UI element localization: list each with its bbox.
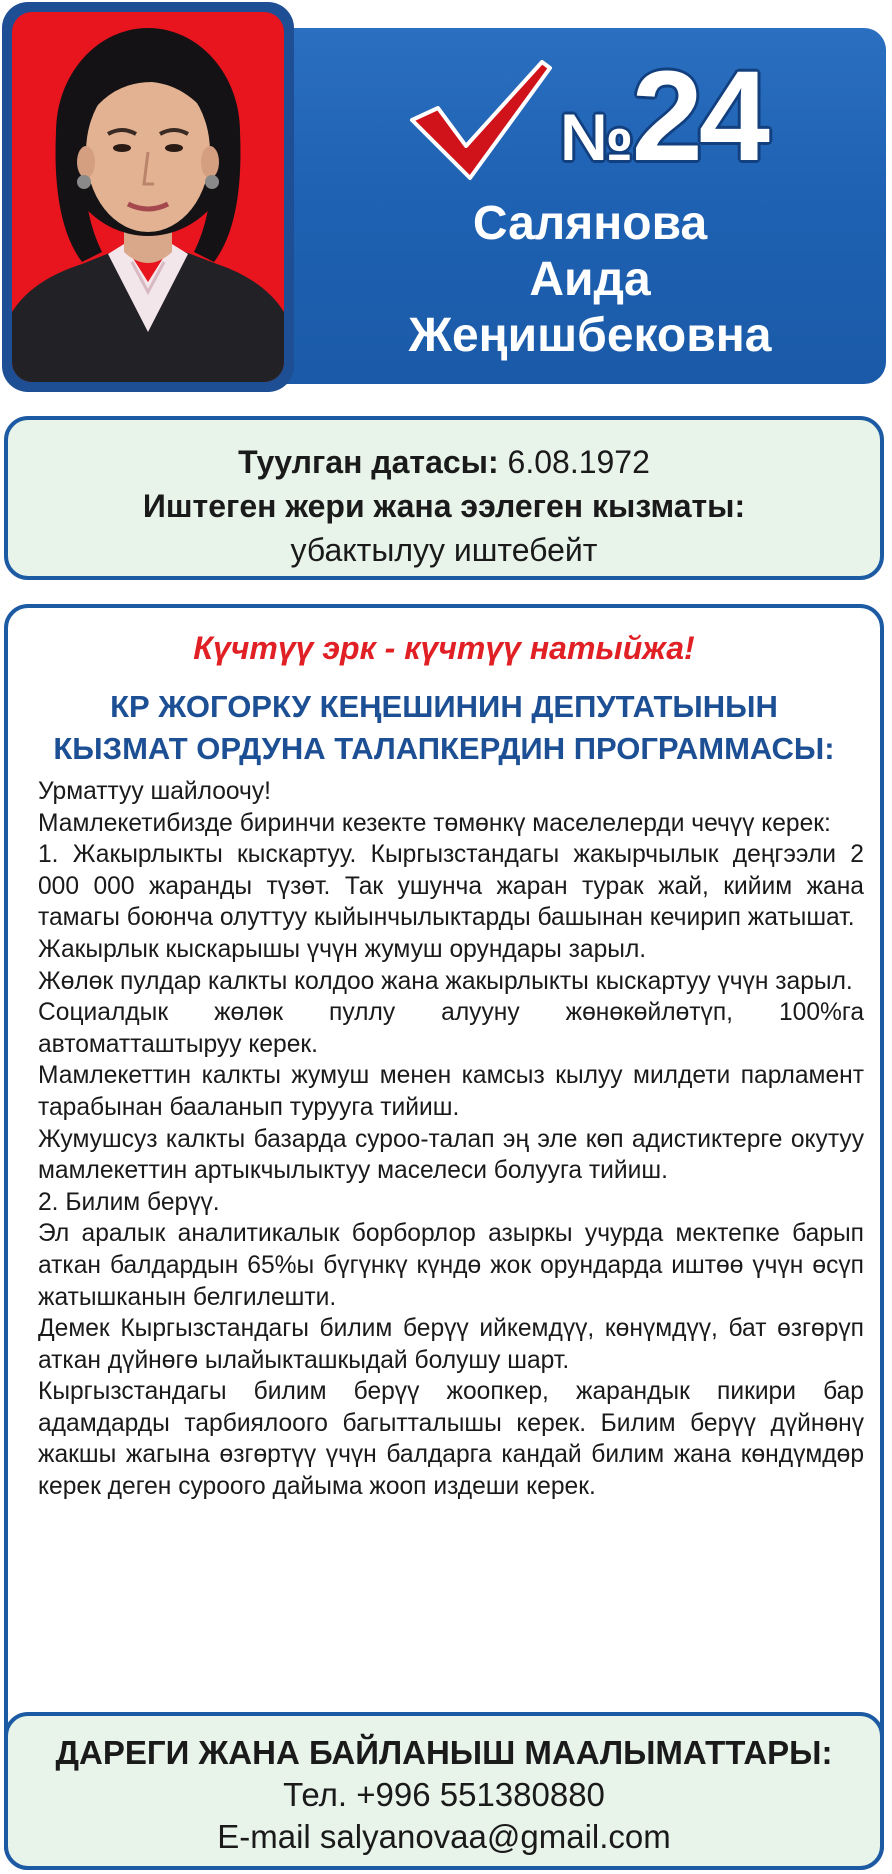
program-title-line-2: КЫЗМАТ ОРДУНА ТАЛАПКЕРДИН ПРОГРАММАСЫ: (53, 731, 835, 766)
birth-date-label: Туулган датасы: (238, 444, 499, 480)
program-paragraph: Урматтуу шайлоочу! (38, 778, 272, 805)
checkmark-icon (408, 58, 553, 183)
candidate-name (310, 196, 870, 364)
candidate-first-name: Аида (529, 253, 651, 306)
ballot-number-prefix: № (560, 100, 632, 174)
program-paragraph: Мамлекетибизде биринчи кезекте төмөнкү маселелерди чечүү керек: (38, 809, 831, 837)
candidate-photo-frame (2, 2, 294, 392)
program-paragraph: Мамлекеттин калкты жумуш менен камсыз кылуу милдети парламент тарабынан бааланып турууга тийиш. (38, 1062, 864, 1121)
program-paragraph: Жумушсуз калкты базарда суроо-талап эң эле көп адистиктерге окутуу мамлекеттин артыкчылыктуу маселеси болууга тийиш. (38, 1125, 864, 1185)
workplace-label: Иштеген жери жана ээлеген кызматы: (142, 488, 746, 524)
campaign-slogan: Күчтүү эрк - күчтүү натыйжа! (193, 630, 695, 666)
program-paragraph: 2. Билим берүү. (38, 1188, 220, 1216)
contacts-title: ДАРЕГИ ЖАНА БАЙЛАНЫШ МААЛЫМАТТАРЫ: (55, 1734, 833, 1771)
candidate-photo (12, 12, 284, 382)
program-paragraph: Жөлөк пулдар калкты колдоо жана жакырлыкты кыскартуу үчүн зарыл. (38, 967, 853, 995)
candidate-info-panel (4, 416, 884, 580)
program-title-line-1: КР ЖОГОРКУ КЕҢЕШИНИН ДЕПУТАТЫНЫН (110, 689, 778, 724)
birth-date-row (8, 440, 880, 484)
program-paragraph: Жакырлык кыскарышы үчүн жумуш орундары зарыл. (38, 935, 647, 963)
candidate-surname: Салянова (472, 197, 708, 250)
birth-date-value: 6.08.1972 (507, 444, 650, 480)
candidate-patronymic: Жеңишбековна (408, 309, 772, 362)
program-text (38, 776, 864, 1503)
ballot-number (560, 45, 880, 188)
program-paragraph: Социалдык жөлөк пуллу алууну жөнөкөйлөтүп, 100%га автоматташтыруу керек. (38, 999, 864, 1058)
ballot-number-value: 24 (631, 45, 766, 188)
program-paragraph: Кыргызстандагы билим берүү жоопкер, жарандык пикири бар адамдарды тарбиялоого багытталышы керек. Билим берүү дүйнөнү жакшы жагына өзгөртүү үчүн балдарга кандай билим жана көндүмдөр керек деген суроого дайыма жооп издеши керек. (38, 1378, 864, 1501)
program-title (8, 686, 880, 770)
program-panel (4, 604, 884, 1870)
program-paragraph: Демек Кыргызстандагы билим берүү ийкемдүү, көнүмдүү, бат өзгөрүп аткан дүйнөгө ылайыкташкыдай болушу шарт. (38, 1315, 864, 1374)
program-paragraph: 1. Жакырлыкты кыскартуу. Кыргызстандагы жакырчылык деңгээли 2 000 000 жаранды түзөт. Так ушунча жаран турак жай, кийим жана тамагы боюнча олуттуу кыйынчылыктарды башынан кечирип жатышат. (38, 841, 864, 932)
program-paragraph: Эл аралык аналитикалык борборлор азыркы учурда мектепке барып аткан балдардын 65%ы бүгүнкү күндө жок орундарда иштөө үчүн өсүп жатышканын белгилешти. (38, 1220, 864, 1311)
candidate-portrait-image (12, 12, 284, 382)
workplace-value: убактылуу иштебейт (290, 532, 598, 568)
contacts-panel (4, 1712, 884, 1870)
contact-phone: Тел. +996 551380880 (283, 1776, 605, 1813)
contact-email: E-mail salyanovaa@gmail.com (217, 1818, 671, 1855)
